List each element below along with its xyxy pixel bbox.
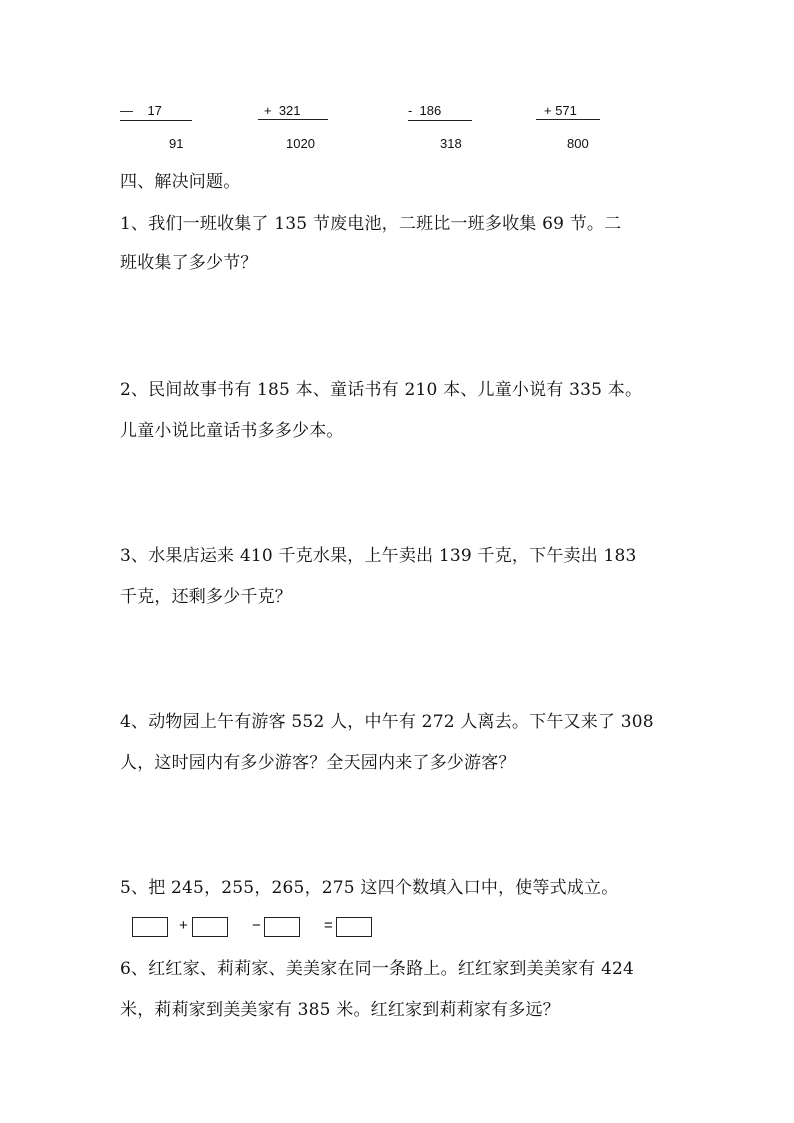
- vertical-result-2: 1020: [286, 136, 315, 151]
- problem-3-line-2: 千克，还剩多少千克？: [120, 587, 292, 607]
- problem-6-line-2: 米，莉莉家到美美家有 385 米。红红家到莉莉家有多远？: [120, 1000, 560, 1020]
- minus-sign: −: [252, 917, 261, 934]
- answer-box-2[interactable]: [192, 917, 228, 937]
- vertical-result-1: 91: [169, 136, 184, 151]
- section-heading: 四、解决问题。: [120, 172, 241, 192]
- problem-2-line-2: 儿童小说比童话书多多少本。: [120, 421, 344, 441]
- problem-5-line-1: 5、把 245，255，265，275 这四个数填入口中，使等式成立。: [120, 878, 619, 898]
- problem-4-line-2: 人，这时园内有多少游客？全天园内来了多少游客？: [120, 753, 516, 773]
- vertical-result-4: 800: [567, 136, 589, 151]
- problem-2-line-1: 2、民间故事书有 185 本、童话书有 210 本、儿童小说有 335 本。: [120, 380, 643, 400]
- vertical-result-3: 318: [440, 136, 462, 151]
- problem-6-line-1: 6、红红家、莉莉家、美美家在同一条路上。红红家到美美家有 424: [120, 959, 635, 979]
- answer-box-1[interactable]: [132, 917, 168, 937]
- equals-sign: =: [324, 917, 333, 934]
- answer-box-4[interactable]: [336, 917, 372, 937]
- vertical-op-1: — 17: [120, 102, 192, 121]
- plus-sign: +: [179, 917, 188, 934]
- vertical-op-4: + 571: [536, 102, 600, 120]
- problem-1-line-1: 1、我们一班收集了 135 节废电池，二班比一班多收集 69 节。二: [120, 214, 622, 234]
- answer-box-3[interactable]: [264, 917, 300, 937]
- vertical-op-2: + 321: [258, 102, 328, 120]
- problem-4-line-1: 4、动物园上午有游客 552 人，中午有 272 人离去。下午又来了 308: [120, 712, 654, 732]
- vertical-op-3: - 186: [408, 102, 472, 121]
- problem-3-line-1: 3、水果店运来 410 千克水果，上午卖出 139 千克，下午卖出 183: [120, 546, 637, 566]
- problem-1-line-2: 班收集了多少节？: [120, 253, 258, 273]
